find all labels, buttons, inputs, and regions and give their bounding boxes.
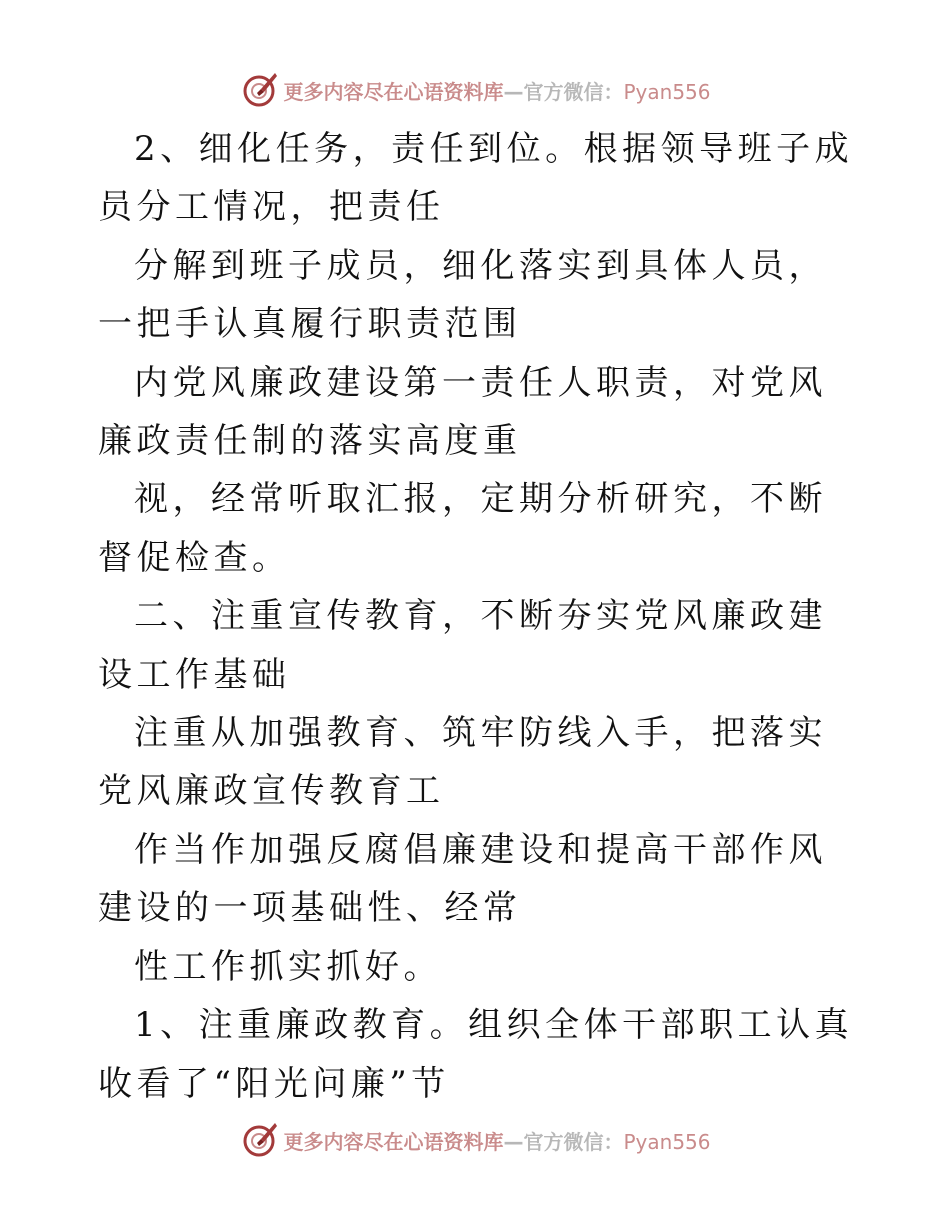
quill-logo-icon (239, 1120, 279, 1160)
paragraph: 性工作抓实抓好。 (134, 946, 442, 987)
header-watermark (0, 68, 950, 112)
watermark-text-wechat-id: Pyan556 (623, 1129, 711, 1154)
watermark-text (283, 1126, 710, 1155)
section-heading: 二、注重宣传教育，不断夯实党风廉政建设工作基础 (98, 596, 827, 695)
paragraph: 2、细化任务，责任到位。根据领导班子成员分工情况，把责任 (98, 129, 854, 228)
watermark-text (283, 76, 710, 105)
document-body (98, 120, 858, 1113)
quill-logo-icon (239, 70, 279, 110)
paragraph: 作当作加强反腐倡廉建设和提高干部作风建设的一项基础性、经常 (98, 829, 827, 929)
watermark-text-wechat-label: —官方微信： (503, 1129, 624, 1154)
paragraph: 分解到班子成员，细化落实到具体人员，一把手认真履行职责范围 (98, 245, 827, 345)
paragraph: 注重从加强教育、筑牢防线入手，把落实党风廉政宣传教育工 (98, 713, 827, 812)
watermark-text-site: 更多内容尽在心语资料库 (283, 1129, 504, 1154)
watermark-text-site: 更多内容尽在心语资料库 (283, 79, 504, 104)
paragraph: 1、注重廉政教育。组织全体干部职工认真收看了“阳光问廉”节 (98, 1005, 854, 1104)
paragraph: 视，经常听取汇报，定期分析研究，不断督促检查。 (98, 479, 827, 578)
watermark-text-wechat-label: —官方微信： (503, 79, 624, 104)
footer-watermark (0, 1118, 950, 1162)
watermark-text-wechat-id: Pyan556 (623, 79, 711, 104)
paragraph: 内党风廉政建设第一责任人职责，对党风廉政责任制的落实高度重 (98, 362, 827, 462)
